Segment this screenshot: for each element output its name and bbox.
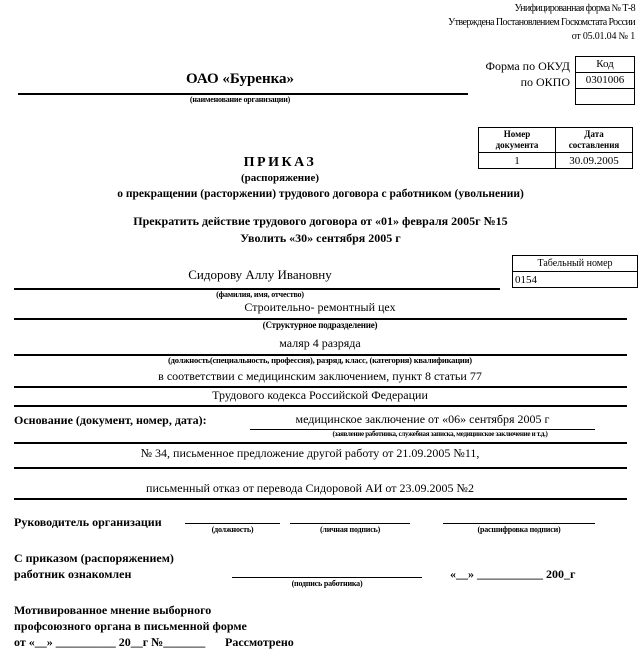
basis-value[interactable]: медицинское заключение от «06» сентября 2005 г	[250, 412, 595, 430]
legal-reason-rule2	[14, 405, 627, 407]
basis-rule2	[14, 467, 627, 469]
doc-date-header	[556, 128, 633, 153]
basis-line2: № 34, письменное предложение другой работу от 21.09.2005 №11,	[140, 446, 480, 460]
tab-number-label: Табельный номер	[513, 256, 638, 272]
code-box-okpo-value[interactable]	[576, 89, 635, 105]
code-box	[575, 56, 635, 105]
position-value: маляр 4 разряда	[279, 336, 361, 350]
basis-caption: (заявление работника, служебная записка, медицинское заключение и т.д.)	[332, 430, 548, 438]
doc-number-header-line1: Номер	[503, 129, 531, 139]
form-number-line: Унифицированная форма № Т-8	[514, 3, 635, 14]
basis-label: Основание (документ, номер, дата):	[14, 413, 207, 427]
form-approval-date-line: от 05.01.04 № 1	[571, 31, 635, 42]
order-title: ПРИКАЗ	[243, 155, 317, 170]
organization-name: ОАО «Буренка»	[185, 71, 295, 87]
form-approval-line: Утверждена Постановлением Госкомстата России	[448, 17, 635, 28]
okpo-label: по ОКПО	[520, 75, 570, 89]
tab-number-box	[512, 255, 638, 288]
signature-personal-caption: (личная подпись)	[319, 525, 381, 534]
signature-position-rule[interactable]	[185, 523, 280, 524]
subdivision-caption: (Структурное подразделение)	[262, 320, 378, 330]
basis-rule1	[14, 442, 627, 444]
doc-date-value[interactable]: 30.09.2005	[556, 153, 633, 169]
acknowledgment-signature-rule[interactable]	[232, 577, 422, 578]
employee-name: Сидорову Аллу Ивановну	[188, 267, 332, 282]
union-opinion-line2: профсоюзного органа в письменной форме	[14, 619, 247, 633]
okud-label: Форма по ОКУД	[485, 59, 570, 73]
tab-number-value[interactable]: 0154	[513, 272, 638, 288]
employee-name-caption: (фамилия, имя, отчество)	[216, 290, 304, 299]
code-box-okud-value[interactable]: 0301006	[576, 73, 635, 89]
order-subtitle: (распоряжение)	[240, 172, 319, 184]
union-opinion-line3[interactable]: от «__» __________ 20__г №_______	[14, 635, 206, 649]
signature-position-caption: (должность)	[211, 525, 254, 534]
doc-number-header	[479, 128, 556, 153]
doc-number-header-line2: документа	[495, 140, 539, 150]
head-of-organization-label: Руководитель организации	[14, 515, 162, 529]
union-opinion-line1: Мотивированное мнение выборного	[14, 603, 212, 617]
legal-reason-line2: Трудового кодекса Российской Федерации	[212, 388, 428, 402]
doc-date-header-line1: Дата	[584, 129, 604, 139]
basis-line3: письменный отказ от перевода Сидоровой АИ от 23.09.2005 №2	[146, 481, 474, 495]
legal-reason-line1: в соответствии с медицинским заключением, пункт 8 статьи 77	[158, 369, 482, 383]
organization-caption: (наименование организации)	[189, 95, 291, 104]
doc-number-value[interactable]: 1	[479, 153, 556, 169]
dismiss-date-line: Уволить «30» сентября 2005 г	[240, 231, 401, 245]
acknowledgment-date[interactable]: «__» ___________ 200_г	[450, 567, 576, 581]
code-box-head: Код	[576, 57, 635, 73]
signature-personal-rule[interactable]	[290, 523, 410, 524]
signature-transcript-caption: (расшифровка подписи)	[477, 525, 561, 534]
basis-rule3	[14, 498, 627, 500]
acknowledgment-line1: С приказом (распоряжением)	[14, 551, 174, 565]
doc-date-header-line2: составления	[568, 140, 620, 150]
acknowledgment-caption: (подпись работника)	[291, 579, 363, 588]
position-caption: (должность(специальность, профессия), разряд, класс, (категория) квалификации)	[168, 355, 472, 365]
order-about-line: о прекращении (расторжении) трудового договора с работником (увольнении)	[117, 188, 524, 200]
signature-transcript-rule[interactable]	[443, 523, 595, 524]
acknowledgment-line2: работник ознакомлен	[14, 567, 132, 581]
subdivision-value: Строительно- ремонтный цех	[244, 300, 396, 314]
terminate-contract-line: Прекратить действие трудового договора от «01» февраля 2005г №15	[133, 214, 508, 228]
union-considered-label: Рассмотрено	[225, 635, 294, 649]
